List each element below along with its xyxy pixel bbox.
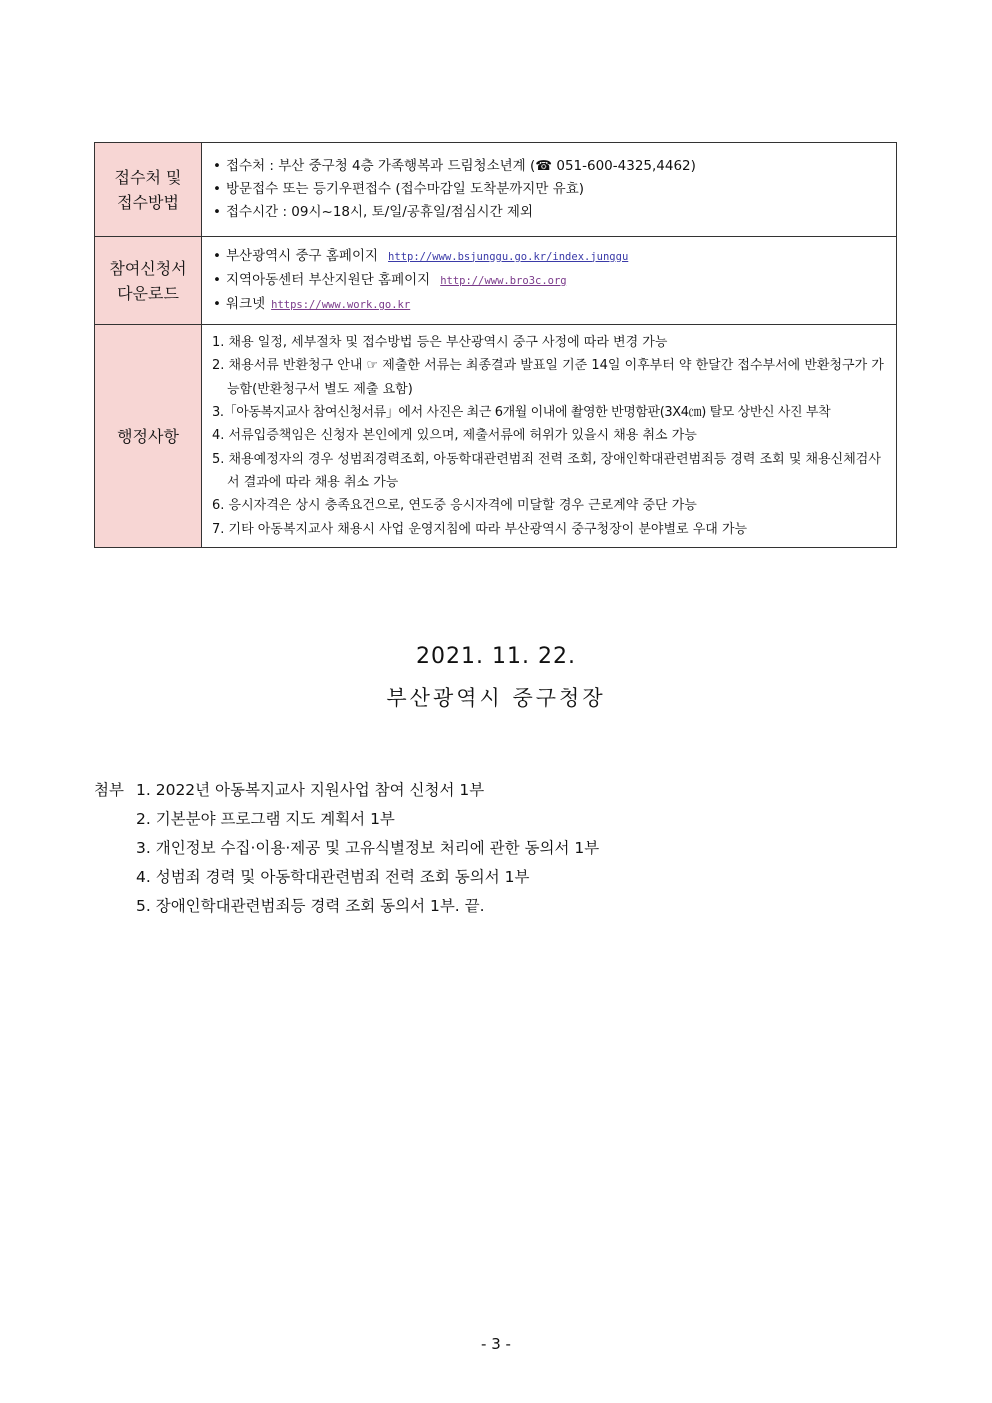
list-item: 5. 채용예정자의 경우 성범죄경력조회, 아동학대관련범죄 전력 조회, 장애인학대관련범죄등 경력 조회 및 채용신체검사서 결과에 따라 채용 취소 가능	[212, 451, 881, 490]
list-item: • 접수시간 : 09시~18시, 토/일/공휴일/점심시간 제외	[212, 201, 888, 224]
header-line: 접수처 및	[114, 167, 182, 187]
link-label: 부산광역시 중구 홈페이지	[226, 247, 379, 264]
list-item	[212, 293, 888, 317]
attachment-item: 4. 성범죄 경력 및 아동학대관련범죄 전력 조회 동의서 1부	[136, 868, 530, 886]
header-line: 접수방법	[117, 192, 179, 212]
row-header-admin	[95, 325, 202, 548]
attachment-item: 첨부 1. 2022년 아동복지교사 지원사업 참여 신청서 1부	[94, 776, 599, 805]
attachment-item: 3. 개인정보 수집·이용·제공 및 고유식별정보 처리에 관한 동의서 1부	[136, 839, 600, 857]
bro3c-homepage-link[interactable]: http://www.bro3c.org	[440, 274, 567, 287]
issuer-name: 부산광역시 중구청장	[386, 686, 606, 710]
table-row	[95, 325, 897, 548]
info-table	[94, 142, 897, 548]
attachments	[94, 776, 599, 921]
list-item: 2. 채용서류 반환청구 안내 ☞ 제출한 서류는 최종결과 발표일 기준 14일 이후부터 약 한달간 접수부서에 반환청구가 가능함(반환청구서 별도 제출 요함)	[212, 358, 884, 397]
table-row	[95, 237, 897, 325]
link-label: 워크넷	[226, 295, 266, 312]
list-item: 6. 응시자격은 상시 충족요건으로, 연도중 응시자격에 미달할 경우 근로계약 중단 가능	[212, 498, 697, 514]
admin-content	[202, 325, 897, 548]
list-item: 4. 서류입증책임은 신청자 본인에게 있으며, 제출서류에 허위가 있을시 채용 취소 가능	[212, 428, 697, 444]
header-line: 행정사항	[117, 426, 179, 446]
list-item	[212, 245, 888, 269]
list-item	[212, 269, 888, 293]
download-content	[202, 237, 897, 325]
page-number: - 3 -	[481, 1335, 511, 1353]
list-item: 7. 기타 아동복지교사 채용시 사업 운영지침에 따라 부산광역시 중구청장이 분야별로 우대 가능	[212, 521, 748, 537]
header-line: 다운로드	[117, 283, 179, 303]
worknet-link[interactable]: https://www.work.go.kr	[271, 298, 411, 311]
row-header-reception	[95, 143, 202, 237]
list-item: • 접수처 : 부산 중구청 4층 가족행복과 드림청소년계 (☎ 051-600-4325,4462)	[212, 155, 888, 178]
junggu-homepage-link[interactable]: http://www.bsjunggu.go.kr/index.junggu	[388, 250, 629, 263]
link-label: 지역아동센터 부산지원단 홈페이지	[226, 271, 431, 288]
reception-content	[202, 143, 897, 237]
row-header-download	[95, 237, 202, 325]
list-item: • 방문접수 또는 등기우편접수 (접수마감일 도착분까지만 유효)	[212, 178, 888, 201]
table-row	[95, 143, 897, 237]
attachment-item: 2. 기본분야 프로그램 지도 계획서 1부	[136, 810, 395, 828]
attachment-item: 5. 장애인학대관련범죄등 경력 조회 동의서 1부. 끝.	[136, 897, 485, 915]
document-date: 2021. 11. 22.	[416, 644, 576, 669]
list-item: 1. 채용 일정, 세부절차 및 접수방법 등은 부산광역시 중구 사정에 따라 변경 가능	[212, 335, 668, 351]
header-line: 참여신청서	[109, 258, 187, 278]
list-item: 3.「아동복지교사 참여신청서류」에서 사진은 최근 6개월 이내에 촬영한 반명함판(3X4㎝) 탈모 상반신 사진 부착	[212, 405, 831, 421]
attachments-prefix: 첨부	[94, 781, 124, 799]
